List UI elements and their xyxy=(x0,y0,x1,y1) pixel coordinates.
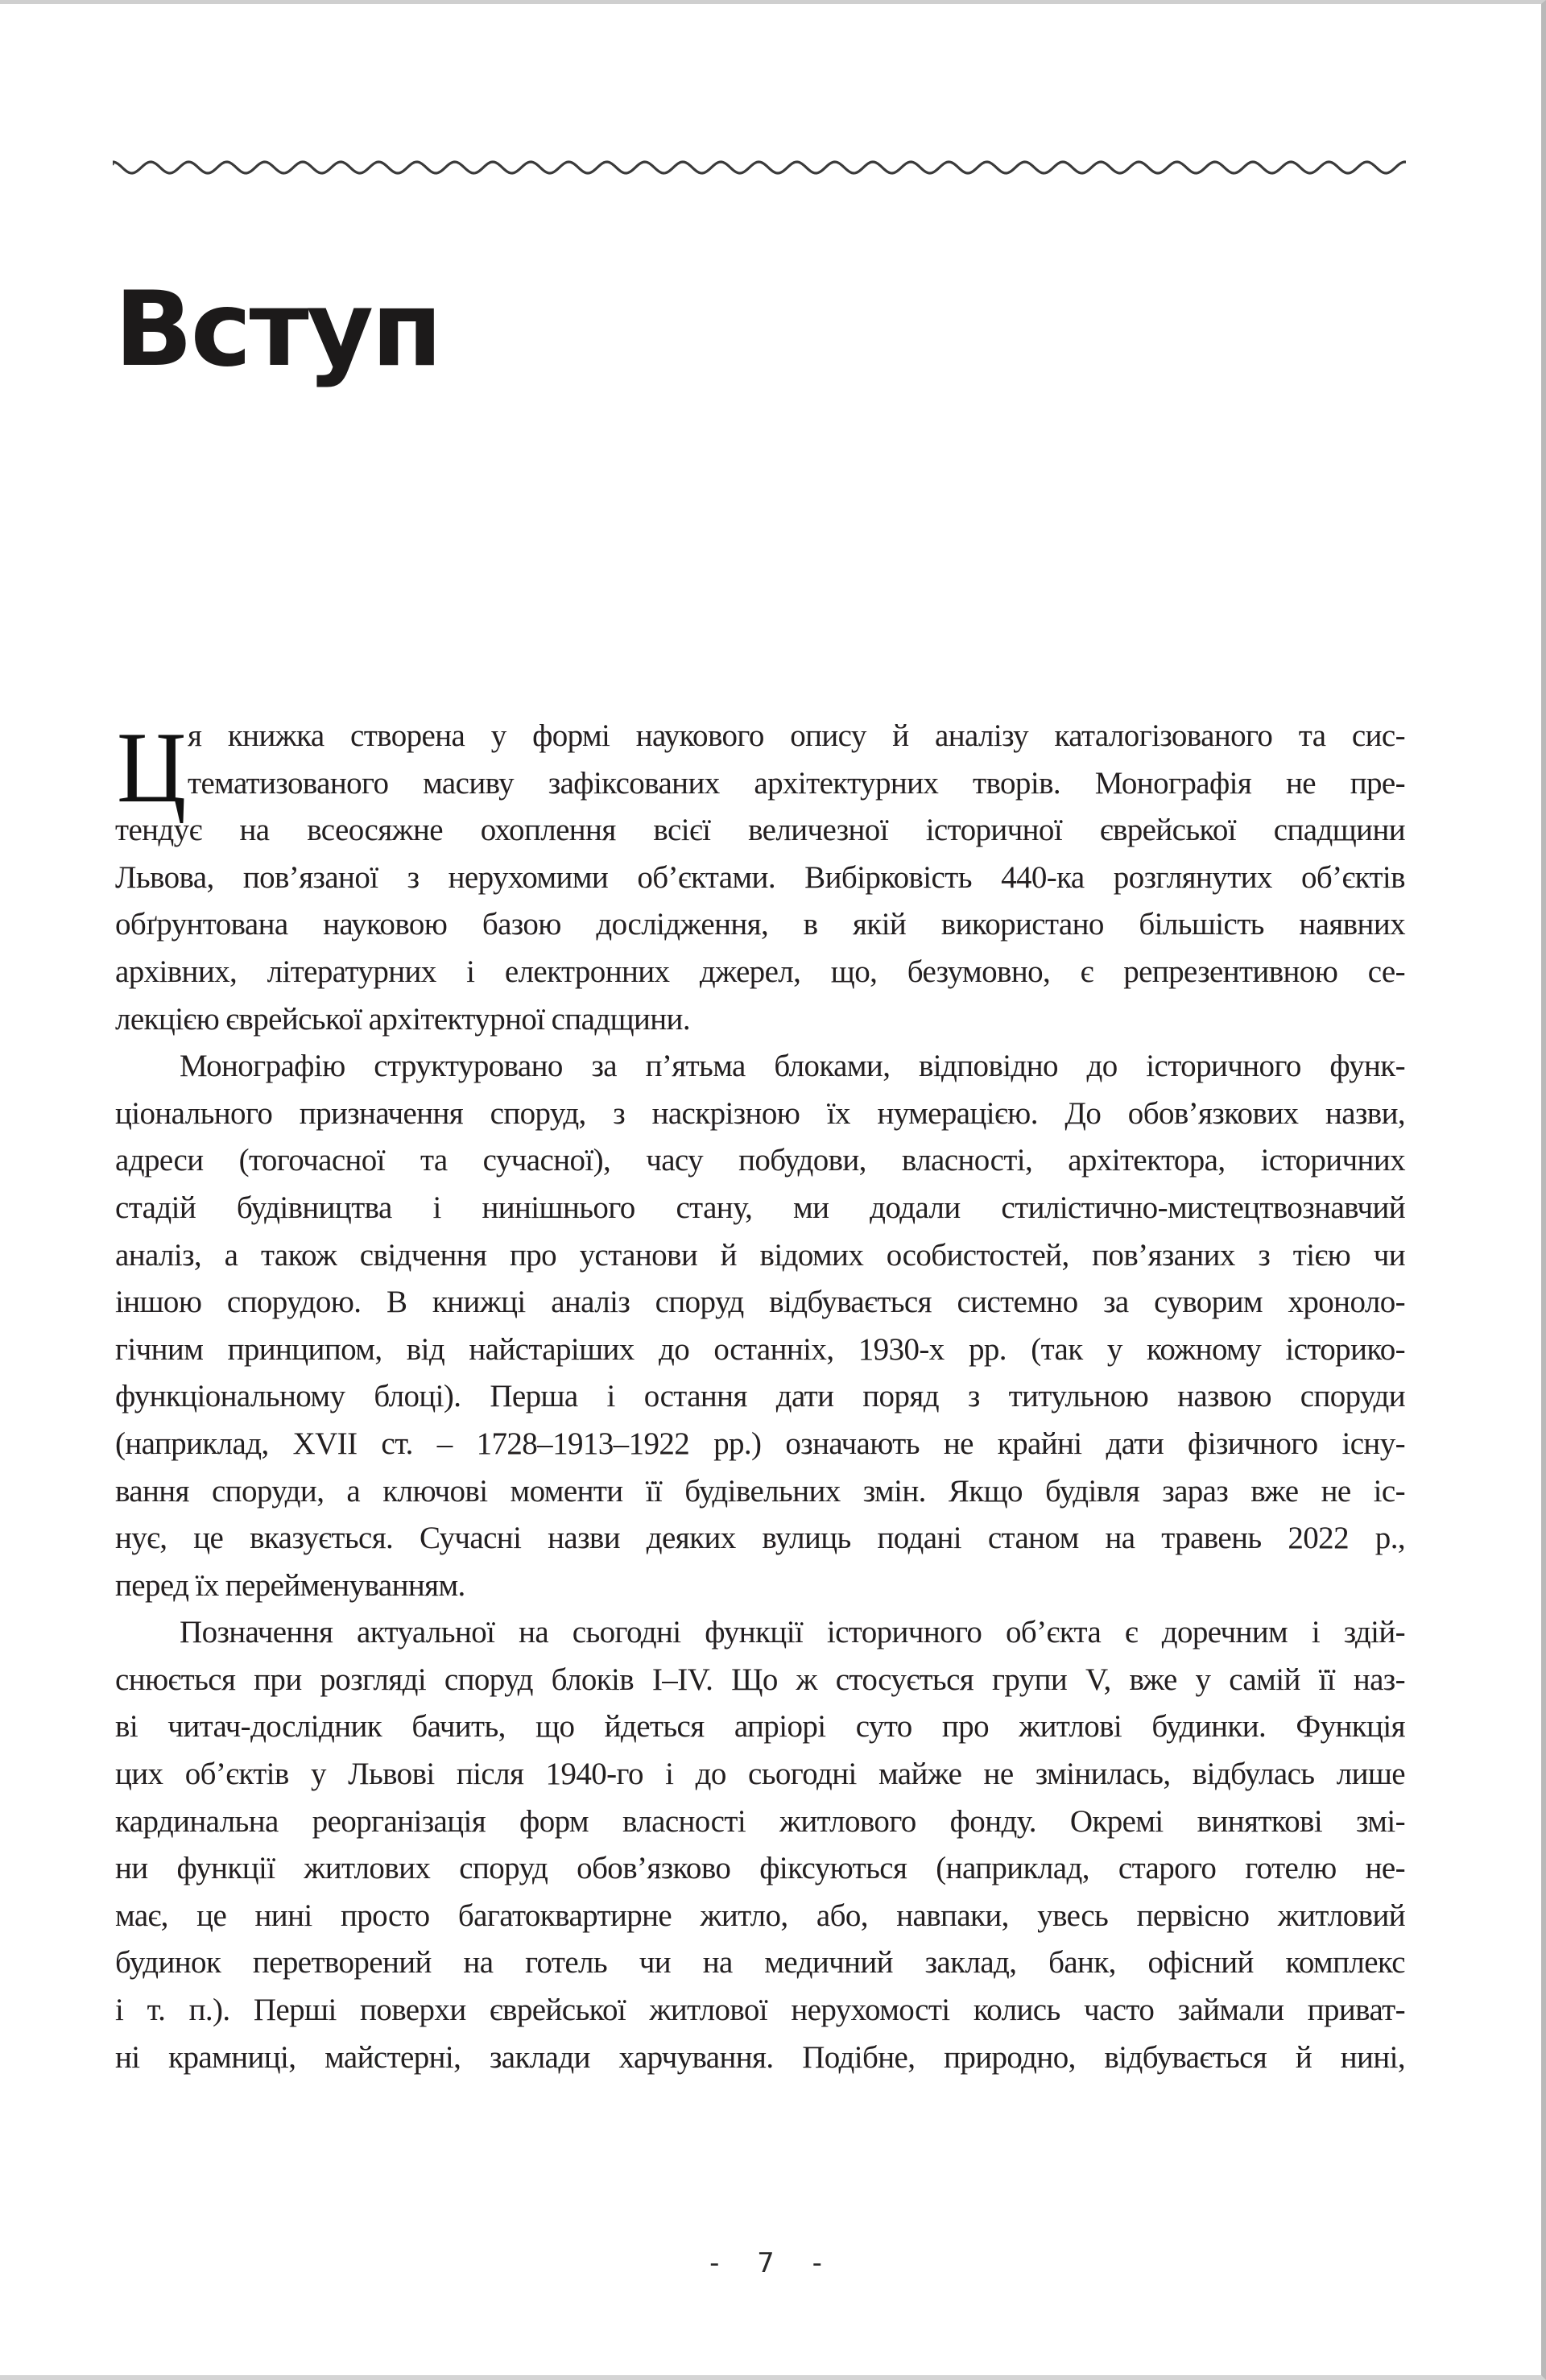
text-line: тендує на всеосяжне охоплення всієї величезної історичної єврейської спадщини xyxy=(115,813,1405,848)
text-line: функціональному блоці). Перша і остання дати поряд з титульною назвою споруди xyxy=(115,1379,1405,1414)
text-line: Львова, пов’язаної з нерухомими об’єктами. Вибірковість 440-ка розглянутих об’єктів xyxy=(115,859,1405,895)
text-line: нує, це вказується. Сучасні назви деяких вулиць подані станом на травень 2022 р., xyxy=(115,1521,1405,1556)
wavy-rule-ornament xyxy=(113,158,1406,177)
text-line: ві читач-дослідник бачить, що йдеться апріорі суто про житлові будинки. Функція xyxy=(115,1709,1405,1745)
text-line: я книжка створена у формі наукового опису й аналізу каталогізованого та сис- xyxy=(188,718,1405,753)
text-line: обґрунтована науковою базою дослідження, в якій використано більшість наявних xyxy=(115,907,1405,942)
text-line: тематизованого масиву зафіксованих архітектурних творів. Монографія не пре- xyxy=(188,765,1405,801)
text-line: перед їх перейменуванням. xyxy=(115,1567,465,1603)
text-line: (наприклад, XVII ст. – 1728–1913–1922 рр.) означають не крайні дати фізичного існу- xyxy=(115,1426,1405,1461)
text-line: Позначення актуальної на сьогодні функції історичного об’єкта є доречним і здій- xyxy=(180,1615,1405,1650)
text-line: ни функції житлових споруд обов’язково фіксуються (наприклад, старого готелю не- xyxy=(115,1851,1405,1886)
text-line: аналіз, а також свідчення про установи й відомих особистостей, пов’язаних з тією чи xyxy=(115,1237,1405,1273)
text-line: будинок перетворений на готель чи на медичний заклад, банк, офісний комплекс xyxy=(115,1945,1405,1981)
text-line: архівних, літературних і електронних джерел, що, безумовно, є репрезентивною се- xyxy=(115,954,1405,989)
text-line: Монографію структуровано за п’ятьма блоками, відповідно до історичного функ- xyxy=(180,1049,1405,1084)
text-line: і т. п.). Перші поверхи єврейської житлової нерухомості колись часто займали приват- xyxy=(115,1993,1405,2028)
text-line: має, це нині просто багатоквартирне житло, або, навпаки, увесь первісно житловий xyxy=(115,1898,1405,1933)
text-line: адреси (тогочасної та сучасної), часу побудови, власності, архітектора, історичних xyxy=(115,1143,1405,1178)
text-line: гічним принципом, від найстаріших до останніх, 1930-х рр. (так у кожному історико- xyxy=(115,1331,1405,1367)
text-line: ні крамниці, майстерні, заклади харчування. Подібне, природно, відбувається й нині, xyxy=(115,2039,1405,2075)
text-line: лекцією єврейської архітектурної спадщини. xyxy=(115,1001,690,1037)
text-line: цих об’єктів у Львові після 1940-го і до сьогодні майже не змінилась, відбулась лише xyxy=(115,1757,1405,1792)
body-text xyxy=(115,713,1405,2081)
text-line: снюється при розгляді споруд блоків I–IV. Що ж стосується групи V, вже у самій її наз- xyxy=(115,1662,1405,1697)
drop-cap: Ц xyxy=(117,712,187,824)
page-title: Вступ xyxy=(114,270,440,390)
page-number: - 7 - xyxy=(709,2247,837,2279)
text-line: вання споруди, а ключові моменти її будівельних змін. Якщо будівля зараз вже не іс- xyxy=(115,1473,1405,1509)
text-line: стадій будівництва і нинішнього стану, ми додали стилістично-мистецтвознавчий xyxy=(115,1190,1405,1225)
text-line: кардинальна реорганізація форм власності житлового фонду. Окремі виняткові змі- xyxy=(115,1803,1405,1839)
text-line: іншою спорудою. В книжці аналіз споруд відбувається системно за суворим хроноло- xyxy=(115,1285,1405,1320)
text-line: ціонального призначення споруд, з наскрізною їх нумерацією. До обов’язкових назви, xyxy=(115,1095,1405,1131)
